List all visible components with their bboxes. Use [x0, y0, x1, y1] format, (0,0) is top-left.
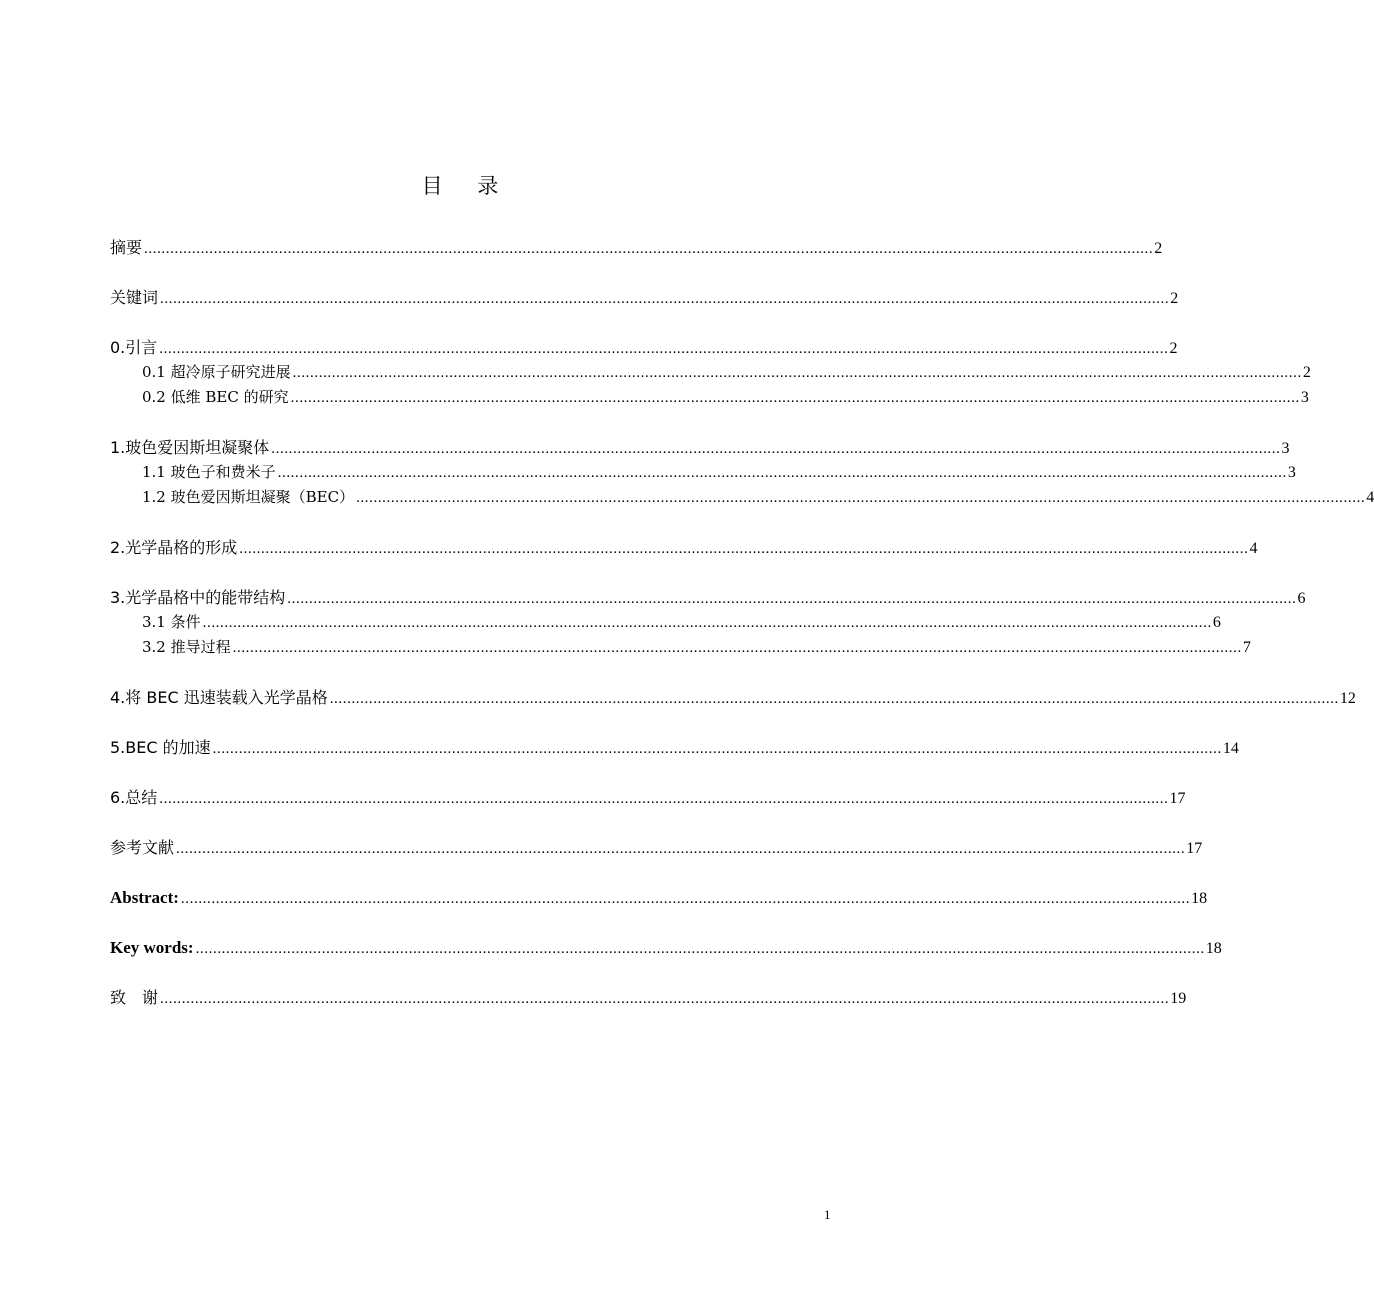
dot-leader: ........................................................................................................................................................................................................................................ — [239, 541, 1249, 557]
toc-entry-section-6[interactable] — [110, 785, 1186, 810]
toc-entry-page: 12 — [1339, 690, 1356, 707]
dot-leader: ........................................................................................................................................................................................................................................ — [144, 241, 1154, 257]
toc-entry-label: 参考文献 — [110, 838, 175, 857]
toc-entry-page: 2 — [1169, 340, 1178, 357]
toc-entry-label: 关键词 — [110, 288, 159, 307]
dot-leader: ........................................................................................................................................................................................................................................ — [232, 640, 1242, 656]
toc-entry-page: 2 — [1154, 240, 1163, 257]
toc-entry-label: 1.玻色爱因斯坦凝聚体 — [110, 438, 270, 457]
dot-leader: ........................................................................................................................................................................................................................................ — [159, 341, 1169, 357]
toc-entry-label: 0.引言 — [110, 338, 158, 357]
toc-entry-page: 2 — [1170, 290, 1179, 307]
toc-entry-page: 7 — [1242, 639, 1251, 656]
toc-entry-0-1[interactable] — [110, 360, 1311, 385]
dot-leader: ........................................................................................................................................................................................................................................ — [160, 991, 1170, 1007]
toc-entry-page: 18 — [1191, 890, 1208, 907]
toc-entry-1-1[interactable] — [110, 460, 1296, 485]
toc-entry-label: 3.光学晶格中的能带结构 — [110, 588, 286, 607]
toc-entry-label: 摘要 — [110, 238, 143, 257]
toc-entry-label: 0.1 超冷原子研究进展 — [142, 363, 291, 381]
table-of-contents — [110, 235, 1374, 1010]
toc-entry-references[interactable] — [110, 835, 1203, 860]
toc-entry-page: 6 — [1297, 590, 1306, 607]
page-number: 1 — [824, 1207, 831, 1222]
dot-leader: ........................................................................................................................................................................................................................................ — [212, 741, 1222, 757]
toc-entry-label: 1.2 玻色爱因斯坦凝聚（BEC） — [142, 488, 355, 506]
toc-entry-label: 5.BEC 的加速 — [110, 738, 211, 757]
toc-entry-page: 3 — [1281, 440, 1290, 457]
dot-leader: ........................................................................................................................................................................................................................................ — [180, 891, 1191, 907]
toc-entry-label: 0.2 低维 BEC 的研究 — [142, 388, 289, 406]
toc-entry-section-4[interactable] — [110, 685, 1356, 710]
toc-entry-label: 2.光学晶格的形成 — [110, 538, 238, 557]
toc-entry-label: 4.将 BEC 迅速装载入光学晶格 — [110, 688, 328, 707]
toc-entry-section-2[interactable] — [110, 535, 1258, 560]
dot-leader: ........................................................................................................................................................................................................................................ — [329, 691, 1339, 707]
toc-entry-label: Abstract: — [110, 888, 179, 907]
toc-entry-page: 2 — [1302, 364, 1311, 381]
dot-leader: ........................................................................................................................................................................................................................................ — [159, 791, 1169, 807]
toc-entry-section-5[interactable] — [110, 735, 1239, 760]
dot-leader: ........................................................................................................................................................................................................................................ — [356, 490, 1366, 506]
toc-entry-keywords-en[interactable] — [110, 935, 1222, 960]
toc-entry-page: 4 — [1366, 489, 1374, 506]
toc-entry-page: 6 — [1212, 614, 1221, 631]
toc-entry-label: 3.2 推导过程 — [142, 638, 231, 656]
toc-entry-page: 4 — [1249, 540, 1258, 557]
toc-entry-label: 致 谢 — [110, 988, 159, 1007]
dot-leader: ........................................................................................................................................................................................................................................ — [287, 591, 1297, 607]
toc-entry-page: 17 — [1169, 790, 1186, 807]
toc-entry-label: 1.1 玻色子和费米子 — [142, 463, 276, 481]
dot-leader: ........................................................................................................................................................................................................................................ — [271, 441, 1281, 457]
dot-leader: ........................................................................................................................................................................................................................................ — [176, 841, 1186, 857]
toc-entry-section-1[interactable] — [110, 435, 1290, 460]
toc-entry-keywords-cn[interactable] — [110, 285, 1179, 310]
toc-entry-introduction[interactable] — [110, 335, 1178, 360]
dot-leader: ........................................................................................................................................................................................................................................ — [290, 390, 1300, 406]
toc-entry-1-2[interactable] — [110, 485, 1374, 510]
toc-title: 目 录 — [421, 174, 513, 198]
toc-entry-acknowledgements[interactable] — [110, 985, 1187, 1010]
toc-entry-abstract-en[interactable] — [110, 885, 1208, 910]
toc-entry-label: 6.总结 — [110, 788, 158, 807]
toc-entry-page: 14 — [1222, 740, 1239, 757]
toc-entry-page: 3 — [1300, 389, 1309, 406]
toc-entry-section-3[interactable] — [110, 585, 1306, 610]
dot-leader: ........................................................................................................................................................................................................................................ — [292, 365, 1302, 381]
toc-entry-page: 17 — [1186, 840, 1203, 857]
dot-leader: ........................................................................................................................................................................................................................................ — [277, 465, 1287, 481]
toc-entry-label: Key words: — [110, 938, 194, 957]
dot-leader: ........................................................................................................................................................................................................................................ — [195, 941, 1205, 957]
dot-leader: ........................................................................................................................................................................................................................................ — [160, 291, 1170, 307]
toc-entry-0-2[interactable] — [110, 385, 1309, 410]
toc-entry-3-2[interactable] — [110, 635, 1251, 660]
toc-entry-3-1[interactable] — [110, 610, 1221, 635]
toc-entry-page: 18 — [1205, 940, 1222, 957]
toc-entry-page: 19 — [1170, 990, 1187, 1007]
toc-entry-page: 3 — [1287, 464, 1296, 481]
dot-leader: ........................................................................................................................................................................................................................................ — [202, 615, 1212, 631]
toc-entry-label: 3.1 条件 — [142, 613, 201, 631]
toc-entry-abstract-cn[interactable] — [110, 235, 1163, 260]
